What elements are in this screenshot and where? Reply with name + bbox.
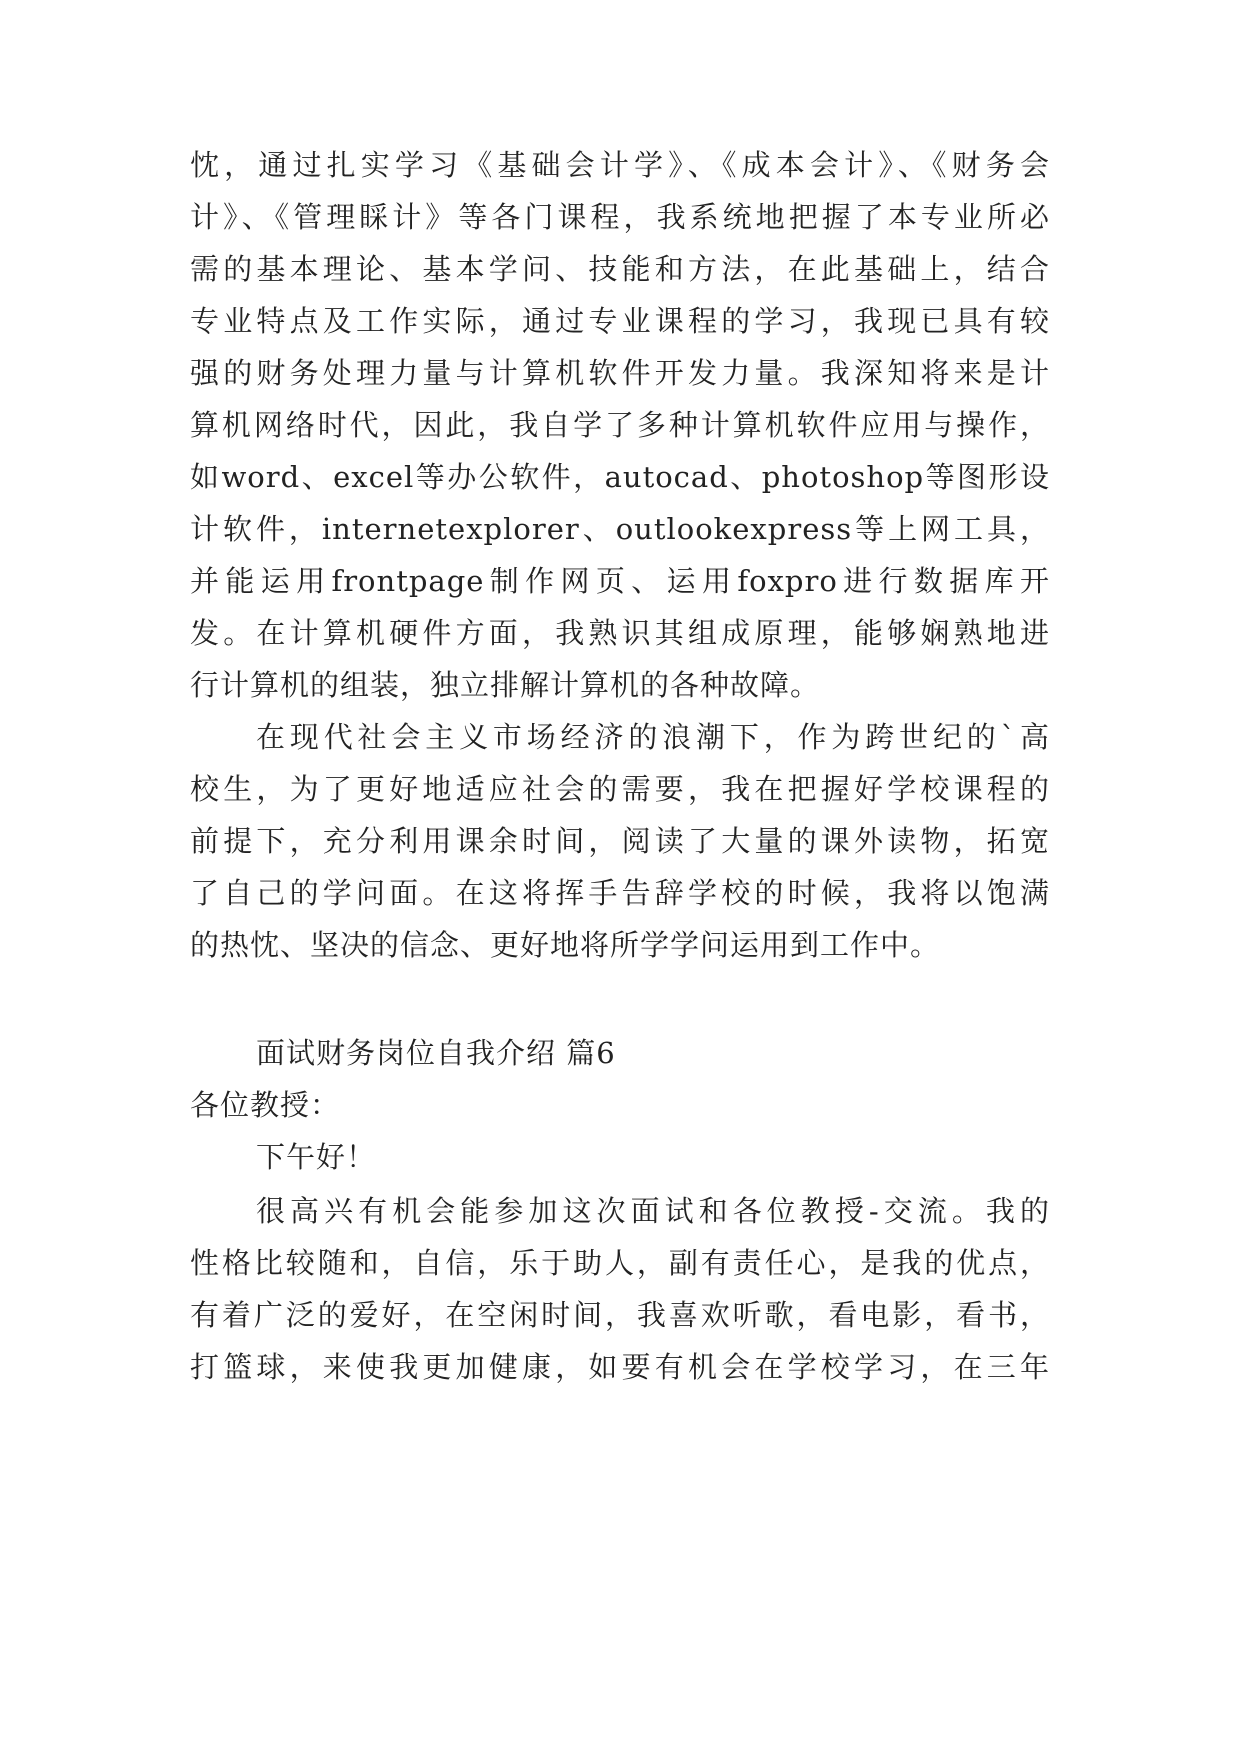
greeting: 下午好！ xyxy=(256,1140,377,1174)
paragraph-1-line-2: 计》、《管理睬计》等各门课程，我系统地把握了本专业所必 xyxy=(190,200,1050,234)
paragraph-3-line-2: 性格比较随和，自信，乐于助人，副有责任心，是我的优点， xyxy=(190,1246,1050,1280)
paragraph-1-line-6: 算机网络时代，因此，我自学了多种计算机软件应用与操作， xyxy=(190,408,1050,442)
paragraph-3-line-3: 有着广泛的爱好，在空闲时间，我喜欢听歌，看电影，看书， xyxy=(190,1298,1050,1332)
paragraph-1-line-4: 专业特点及工作实际，通过专业课程的学习，我现已具有较 xyxy=(190,304,1050,338)
paragraph-2-line-3: 前提下，充分利用课余时间，阅读了大量的课外读物，拓宽 xyxy=(190,824,1050,858)
paragraph-3-line-4: 打篮球，来使我更加健康，如要有机会在学校学习，在三年 xyxy=(190,1350,1050,1384)
paragraph-1-line-5: 强的财务处理力量与计算机软件开发力量。我深知将来是计 xyxy=(190,356,1050,390)
paragraph-2-line-4: 了自己的学问面。在这将挥手告辞学校的时候，我将以饱满 xyxy=(190,876,1050,910)
paragraph-1-line-11: 行计算机的组装，独立排解计算机的各种故障。 xyxy=(190,668,821,702)
paragraph-2-line-2: 校生，为了更好地适应社会的需要，我在把握好学校课程的 xyxy=(190,772,1050,806)
paragraph-3-line-1: 很高兴有机会能参加这次面试和各位教授-交流。我的 xyxy=(256,1194,1050,1228)
paragraph-1-line-8: 计软件，internetexplorer、outlookexpress等上网工具， xyxy=(190,512,1050,546)
salutation: 各位教授： xyxy=(190,1088,341,1122)
paragraph-1-line-1: 忱，通过扎实学习《基础会计学》、《成本会计》、《财务会 xyxy=(190,148,1050,182)
paragraph-1-line-3: 需的基本理论、基本学问、技能和方法，在此基础上，结合 xyxy=(190,252,1050,286)
paragraph-1-line-9: 并能运用frontpage制作网页、运用foxpro进行数据库开 xyxy=(190,564,1050,598)
paragraph-1-line-7: 如word、excel等办公软件，autocad、photoshop等图形设 xyxy=(190,460,1050,494)
paragraph-2-line-5: 的热忱、坚决的信念、更好地将所学学问运用到工作中。 xyxy=(190,928,941,962)
paragraph-1-line-10: 发。在计算机硬件方面，我熟识其组成原理，能够娴熟地进 xyxy=(190,616,1050,650)
paragraph-2-line-1: 在现代社会主义市场经济的浪潮下，作为跨世纪的`高 xyxy=(256,720,1050,754)
section-heading: 面试财务岗位自我介绍 篇6 xyxy=(256,1036,616,1070)
